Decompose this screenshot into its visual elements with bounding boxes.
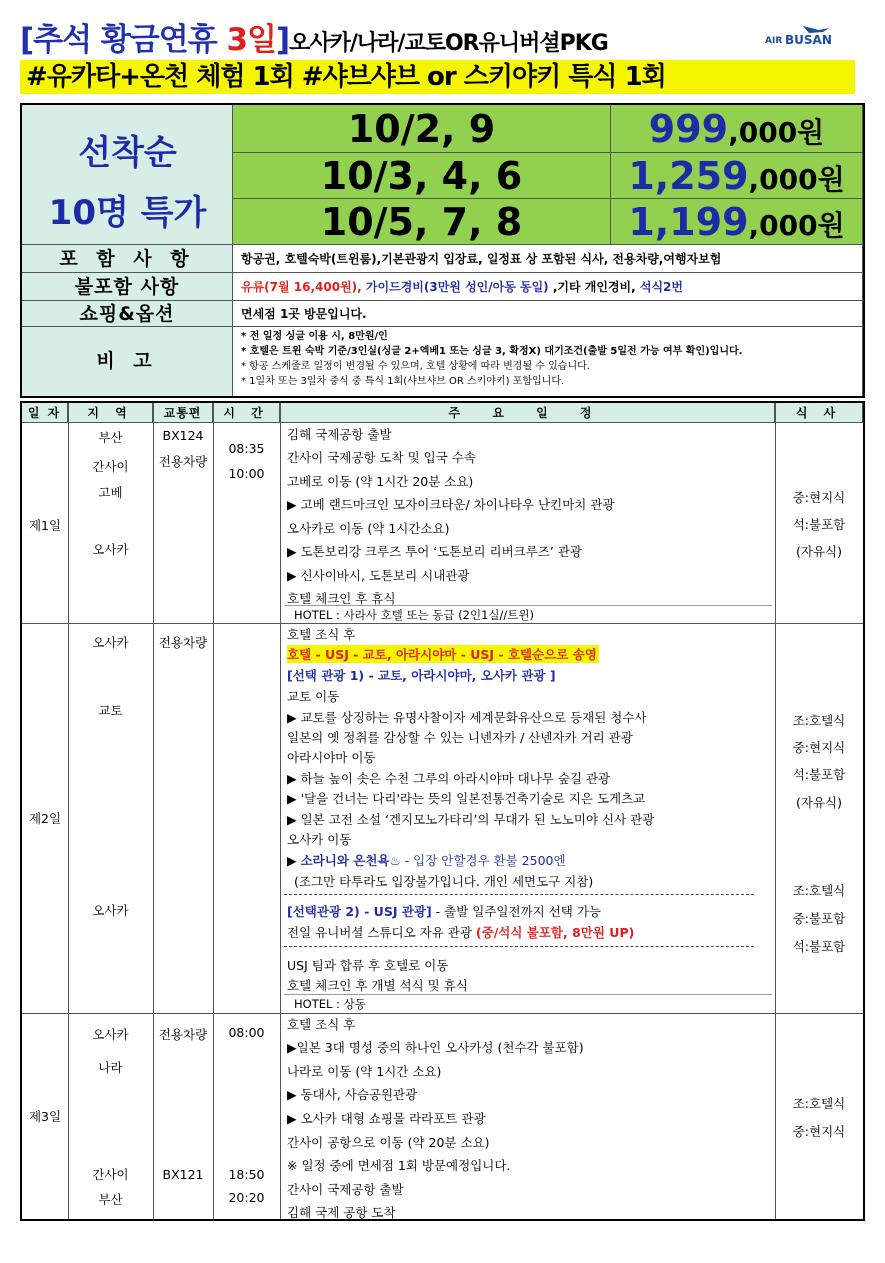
day3-item: ▶ 오사카 대형 쇼핑몰 라라포트 관광 [287,1111,486,1126]
promo-date-1: 10/2, 9 [233,105,611,153]
title-close: ] [275,22,290,58]
day2-line: 호텔 조식 후 [287,627,356,642]
col-divider [68,403,69,1219]
day3-item: 김해 국제 공항 도착 [287,1205,396,1220]
col-divider [153,403,154,1219]
header-meal: 식 사 [775,403,863,423]
day1-hotel: HOTEL : 사라사 호텔 또는 동급 (2인1실//트윈) [294,608,534,622]
day1-region: 오사카 [92,542,129,557]
promo-price-3 [611,199,863,245]
day2-meal-usj: 중:불포함 [792,911,846,926]
price-tail: ,000원 [748,209,845,242]
day3-transport: 전용차량 [158,1027,208,1042]
day3-region: 부산 [98,1192,123,1207]
day3-time: 08:00 [228,1025,265,1040]
usj-text: 전일 유니버셜 스튜디오 자유 관광 [287,925,476,940]
day2-option2 [287,902,601,920]
day1-meal: 중:현지식 [792,490,846,505]
title-days: 3일 [226,22,276,58]
day2-hotel: HOTEL : 상동 [294,997,366,1011]
exclude-guide: 가이드경비(3만원 성인/아동 동일) [361,280,549,294]
promo-label-cell [22,105,233,245]
header-time: 시 간 [213,403,280,423]
day3-transport: BX121 [162,1167,204,1182]
day3-item: 호텔 조식 후 [287,1017,356,1032]
onsen-title: 소라니와 온천욕♨ [300,853,401,868]
title-route: 오사카/나라/교토OR유니버셜PKG [289,31,608,56]
day2-transport: 전용차량 [158,635,208,650]
day1-transport: BX124 [162,428,204,443]
day3-meal: 조:호텔식 [792,1096,846,1111]
col-divider [213,403,214,1219]
day2-line: 교토 이동 [287,689,340,704]
day2-region: 오사카 [92,635,129,650]
day2-line: (조그만 타투라도 입장불가입니다. 개인 세면도구 지참) [294,874,594,889]
day2-option1: [선택 관광 1) - 교토, 아라시야마, 오사카 관광 ] [287,668,556,683]
exclude-text [233,273,863,301]
day2-line: 아라시야마 이동 [287,750,376,765]
day2-meal: 조:호텔식 [792,713,846,728]
day1-region: 간사이 [92,459,129,474]
promo-label-1: 선착순 [78,133,177,173]
promo-label-2: 10명 특가 [48,193,207,233]
title-open: [추석 황금연휴 [20,22,227,58]
note-line: * 항공 스케줄로 일정이 변경될 수 있으며, 호텔 상황에 따라 변경될 수 있습니다. [241,361,590,372]
day3-item: ▶ 동대사, 사슴공원관광 [287,1087,418,1102]
promo-date-3: 10/5, 7, 8 [233,199,611,245]
day3-region: 간사이 [92,1167,129,1182]
row-divider [22,1013,863,1014]
day3-item: ※ 일정 중에 면세점 1회 방문예정입니다. [287,1158,511,1173]
day2-line: 오사카 이동 [287,832,352,847]
col-divider [280,403,281,1219]
price-tail: ,000원 [728,116,825,149]
exclude-other: ,기타 개인경비, [548,280,640,294]
promo-price-2 [611,153,863,199]
logo-air: AIR [765,36,783,46]
day3-region: 나라 [98,1060,123,1075]
day1-item: ▶ 도톤보리강 크루즈 투어 ‘도톤보리 리버크루즈’ 관광 [287,544,582,559]
subtitle-banner: #유카타+온천 체험 1회 #샤브샤브 or 스키야키 특식 1회 [20,60,855,94]
schedule-table [20,401,865,1221]
air-busan-logo [763,24,843,50]
bullet: ▶ [287,853,301,868]
note-text [233,327,863,396]
usj-price: (중/석식 불포함, 8만원 UP) [475,925,635,940]
day2-line: 일본의 옛 정취를 감상할 수 있는 니넨자카 / 산넨자카 거리 관광 [287,730,633,745]
price-main: 999 [648,107,729,151]
day1-time: 08:35 [228,441,265,456]
day2-region: 교토 [98,703,123,718]
hotel-divider [284,605,772,606]
day2-route: 호텔 - USJ - 교토, 아라시야마 - USJ - 호텔순으로 송영 [287,647,597,662]
day2-line: ▶ 교토를 상징하는 유명사찰이자 세계문화유산으로 등재된 청수사 [287,710,647,725]
promo-table [20,103,865,398]
day1-item: ▶ 신사이바시, 도톤보리 시내관광 [287,568,470,583]
note-line: * 전 일정 싱글 이용 시, 8만원/인 [241,331,388,342]
option2-note: - 출발 일주일전까지 선택 가능 [431,904,601,919]
day2-meal-usj: 석:불포함 [792,939,846,954]
day1-region: 부산 [98,430,123,445]
day1-region: 고베 [98,485,123,500]
promo-date-2: 10/3, 4, 6 [233,153,611,199]
day1-meal: (자유식) [796,544,842,559]
day3-item: ▶일본 3대 명성 중의 하나인 오사카성 (천수각 불포함) [287,1040,584,1055]
day1-item: ▶ 고베 랜드마크인 모자이크타운/ 차이나타우 난킨마치 관광 [287,497,615,512]
page-title [20,14,608,59]
day2-meal: 중:현지식 [792,740,846,755]
day2-line: ▶ 일본 고전 소설 ‘겐지모노가타리’의 무대가 된 노노미야 신사 관광 [287,812,655,827]
day2-meal-usj: 조:호텔식 [792,883,846,898]
exclude-label: 불포함 사항 [22,273,233,301]
price-main: 1,259 [628,154,749,198]
day1-item: 오사카로 이동 (약 1시간소요) [287,521,450,536]
price-main: 1,199 [628,200,749,244]
logo-busan: BUSAN [785,33,832,47]
day2-line: ▶ '달을 건너는 다리'라는 뜻의 일본전통건축기술로 지은 도게츠교 [287,791,646,806]
day2-label: 제2일 [28,811,62,826]
exclude-fuel: 유류(7월 16,400원), [241,280,362,294]
day1-item: 김해 국제공항 출발 [287,427,392,442]
option-divider [284,946,754,947]
day2-line: USJ 팀과 합류 후 호텔로 이동 [287,958,449,973]
shop-label: 쇼핑&옵션 [22,301,233,327]
include-text: 항공권, 호텔숙박(트윈룸),기본관광지 입장료, 일정표 상 포함된 식사, 전용차량,여행자보험 [233,245,863,273]
day3-time: 20:20 [228,1190,265,1205]
day2-usj [287,923,634,941]
hotel-divider [284,994,772,995]
day2-region: 오사카 [92,903,129,918]
day2-line: ▶ 하늘 높이 솟은 수천 그루의 아라시야마 대나무 숲길 관광 [287,771,611,786]
onsen-refund: - 입장 안할경우 환불 2500엔 [400,853,566,868]
exclude-dinner: 석식2번 [639,280,684,294]
include-label: 포 함 사 항 [22,245,233,273]
day2-meal: 석:불포함 [792,767,846,782]
day3-item: 간사이 국제공항 출발 [287,1182,404,1197]
day2-meal: (자유식) [796,795,842,810]
day1-item: 호텔 체크인 후 휴식 [287,591,396,606]
day1-meal: 석:불포함 [792,517,846,532]
day1-transport: 전용차량 [158,454,208,469]
day3-item: 나라로 이동 (약 1시간 소요) [287,1064,442,1079]
shop-text: 면세점 1곳 방문입니다. [233,301,863,327]
header-day: 일 자 [22,403,68,423]
price-tail: ,000원 [748,163,845,196]
note-label: 비 고 [22,327,233,396]
row-divider [22,623,863,624]
note-line: * 1일차 또는 3일차 중식 중 특식 1회(샤브샤브 OR 스키야키) 포함입니다. [241,376,565,387]
day1-label: 제1일 [28,518,62,533]
day3-label: 제3일 [28,1109,62,1124]
note-line: * 호텔은 트윈 숙박 기준/3인실(싱글 2+엑베1 또는 싱글 3, 확정X) 대기조건(출발 5일전 가능 여부 확인)입니다. [241,346,743,357]
day3-time: 18:50 [228,1167,265,1182]
day1-item: 고베로 이동 (약 1시간 20분 소요) [287,474,474,489]
day3-meal: 중:현지식 [792,1124,846,1139]
promo-price-1 [611,105,863,153]
day2-line: 호텔 체크인 후 개별 석식 및 휴식 [287,978,468,993]
header-region: 지 역 [68,403,153,423]
header-schedule: 주 요 일 정 [280,403,775,423]
day2-onsen [287,851,566,869]
day1-time: 10:00 [228,466,265,481]
option-divider [284,894,754,895]
day3-region: 오사카 [92,1027,129,1042]
day3-item: 간사이 공항으로 이동 (약 20분 소요) [287,1135,490,1150]
day1-item: 간사이 국제공항 도착 및 입국 수속 [287,450,476,465]
option2-title: [선택관광 2) - USJ 관광] [287,904,432,919]
header-transport: 교통편 [153,403,213,423]
